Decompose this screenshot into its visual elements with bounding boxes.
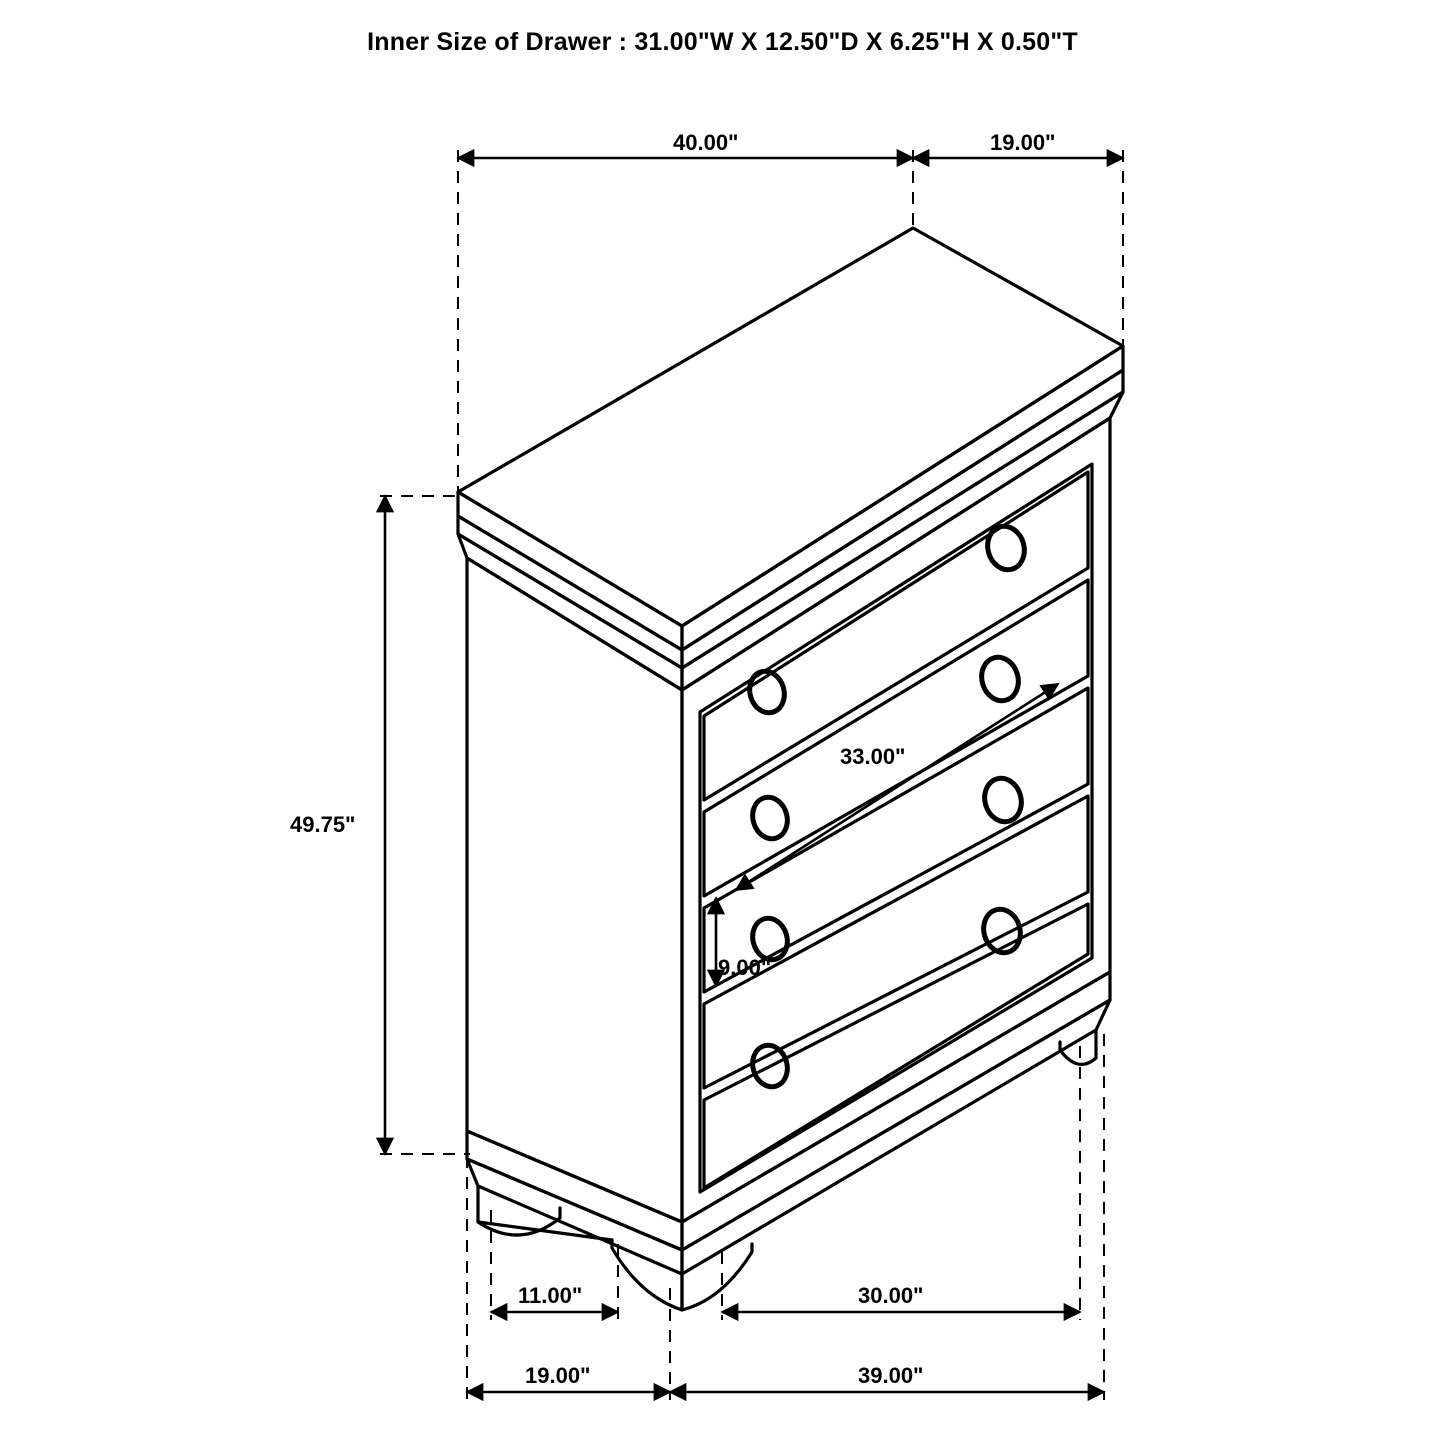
base-rail-right xyxy=(682,1000,1110,1274)
dim-label-base-front-inner: 30.00" xyxy=(858,1283,924,1308)
top-panel-surface xyxy=(458,228,1123,626)
page-title: Inner Size of Drawer : 31.00"W X 12.50"D X 6.25"H X 0.50"T xyxy=(367,28,1078,56)
top-panel-lip-right xyxy=(682,370,1123,668)
foot-front-center xyxy=(612,1240,682,1310)
dim-label-top-width: 40.00" xyxy=(673,130,739,155)
base-molding-right xyxy=(682,972,1110,1250)
drawer-pull-group-right xyxy=(977,522,1030,957)
top-panel-edge-right xyxy=(682,346,1123,650)
dimension-extension-lines xyxy=(380,150,1123,1400)
drawer-front-2 xyxy=(704,580,1088,896)
dim-label-base-front-outer: 39.00" xyxy=(858,1363,924,1388)
left-side-panel xyxy=(467,558,682,1222)
drawer-front-3 xyxy=(704,688,1088,992)
dim-label-top-depth: 19.00" xyxy=(990,130,1056,155)
dim-line-drawer-width xyxy=(736,684,1058,890)
top-panel-edge-front xyxy=(458,492,682,650)
drawer-pull-3-left xyxy=(748,793,792,843)
dim-label-height: 49.75" xyxy=(290,812,356,837)
chest-body xyxy=(458,228,1123,1310)
drawer-pull-2-right xyxy=(977,653,1024,705)
top-molding-right xyxy=(682,392,1123,690)
top-panel-lip-left xyxy=(458,516,682,668)
dim-label-drawer-front-width: 33.00" xyxy=(840,744,906,769)
dim-label-base-left-inner: 11.00" xyxy=(518,1283,583,1308)
dim-label-base-left-outer: 19.00" xyxy=(525,1363,591,1388)
dim-label-drawer-front-height: 9.00" xyxy=(718,955,772,980)
drawer-pull-3-right xyxy=(980,774,1027,826)
